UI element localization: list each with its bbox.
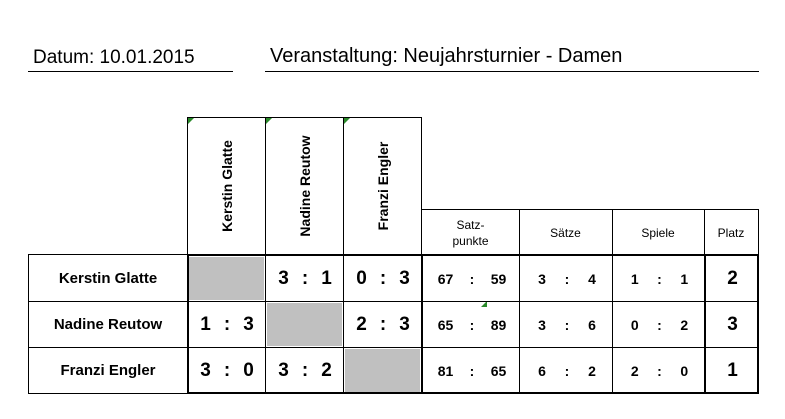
saetze-cell[interactable] xyxy=(522,348,612,394)
score-a: 2 xyxy=(356,314,367,335)
platz-cell[interactable]: 2 xyxy=(727,268,738,289)
satzpunkte-cell[interactable] xyxy=(424,348,520,394)
saetze-won: 3 xyxy=(538,271,546,287)
row-header-player-2[interactable]: Nadine Reutow xyxy=(53,316,163,333)
score-colon: : xyxy=(564,363,570,379)
stat-header-saetze[interactable] xyxy=(519,209,613,255)
platz-cell[interactable]: 1 xyxy=(727,360,738,381)
match-score[interactable] xyxy=(345,256,421,302)
score-colon: : xyxy=(301,268,309,289)
score-colon: : xyxy=(379,268,387,289)
score-colon: : xyxy=(657,363,662,379)
event-underline xyxy=(265,71,759,72)
score-b: 3 xyxy=(399,314,410,335)
spiele-cell[interactable] xyxy=(615,348,704,394)
score-b: 1 xyxy=(321,268,332,289)
spiele-won: 1 xyxy=(630,271,639,287)
score-a: 1 xyxy=(200,314,211,335)
row-header-player-3[interactable]: Franzi Engler xyxy=(60,362,156,379)
match-score[interactable] xyxy=(267,256,343,302)
satzpunkte-won: 81 xyxy=(437,363,454,379)
satzpunkte-cell[interactable] xyxy=(424,302,520,348)
comment-marker xyxy=(188,118,194,124)
satzpunkte-lost: 65 xyxy=(490,363,507,379)
stat-header-platz-label: Platz xyxy=(717,225,745,240)
spiele-won: 2 xyxy=(630,363,639,379)
score-colon: : xyxy=(301,360,309,381)
column-header-player-2[interactable] xyxy=(265,117,344,254)
grid-line-thick xyxy=(187,392,759,394)
match-score[interactable] xyxy=(345,302,421,348)
score-colon: : xyxy=(564,271,570,287)
saetze-won: 6 xyxy=(538,363,546,379)
platz-cell[interactable]: 3 xyxy=(727,314,738,335)
grid-line xyxy=(519,254,520,394)
satzpunkte-lost: 89 xyxy=(490,317,507,333)
score-colon: : xyxy=(469,317,475,333)
satzpunkte-cell[interactable] xyxy=(424,256,520,302)
stat-header-spiele-label: Spiele xyxy=(641,225,675,240)
grid-line-thick xyxy=(704,254,706,394)
grid-line xyxy=(265,254,266,394)
satzpunkte-won: 65 xyxy=(437,317,454,333)
score-b: 3 xyxy=(399,268,410,289)
score-b: 2 xyxy=(321,360,332,381)
stat-header-satzpunkte-line2: punkte xyxy=(452,233,489,248)
saetze-lost: 6 xyxy=(588,317,596,333)
spiele-lost: 1 xyxy=(680,271,689,287)
grid-line xyxy=(28,254,29,394)
saetze-cell[interactable] xyxy=(522,302,612,348)
stat-header-satzpunkte-line1: Satz- xyxy=(456,217,485,232)
empty-cell xyxy=(267,303,342,346)
match-score[interactable] xyxy=(189,302,265,348)
spiele-lost: 2 xyxy=(680,317,689,333)
score-a: 3 xyxy=(278,268,289,289)
grid-line-thick xyxy=(757,254,759,394)
grid-line xyxy=(28,347,759,348)
spiele-lost: 0 xyxy=(680,363,689,379)
date-label: Datum: 10.01.2015 xyxy=(33,47,195,68)
score-colon: : xyxy=(469,271,475,287)
grid-line-thick xyxy=(187,254,189,394)
score-colon: : xyxy=(657,317,662,333)
stat-header-satzpunkte[interactable] xyxy=(421,209,520,255)
score-a: 3 xyxy=(200,360,211,381)
event-title: Veranstaltung: Neujahrsturnier - Damen xyxy=(270,45,623,67)
date-underline xyxy=(28,71,233,72)
row-header-player-1[interactable]: Kerstin Glatte xyxy=(58,270,158,287)
column-header-label: Nadine Reutow xyxy=(296,135,313,237)
score-a: 0 xyxy=(356,268,367,289)
score-colon: : xyxy=(223,360,231,381)
score-colon: : xyxy=(469,363,475,379)
score-colon: : xyxy=(223,314,231,335)
score-b: 0 xyxy=(243,360,254,381)
column-header-label: Kerstin Glatte xyxy=(218,140,235,232)
grid-line xyxy=(343,254,344,394)
saetze-cell[interactable] xyxy=(522,256,612,302)
match-score[interactable] xyxy=(189,348,265,394)
comment-marker xyxy=(266,118,272,124)
saetze-lost: 4 xyxy=(588,271,596,287)
grid-line xyxy=(612,254,613,394)
score-b: 3 xyxy=(243,314,254,335)
satzpunkte-lost: 59 xyxy=(490,271,507,287)
grid-line-thick xyxy=(187,254,759,256)
spiele-won: 0 xyxy=(630,317,639,333)
column-header-label: Franzi Engler xyxy=(374,141,391,231)
stat-header-platz[interactable] xyxy=(704,209,759,255)
score-colon: : xyxy=(657,271,662,287)
score-colon: : xyxy=(564,317,570,333)
match-score[interactable] xyxy=(267,348,343,394)
stat-header-spiele[interactable] xyxy=(612,209,705,255)
column-header-player-1[interactable] xyxy=(187,117,266,254)
empty-cell xyxy=(345,349,420,392)
saetze-lost: 2 xyxy=(588,363,596,379)
column-header-player-3[interactable] xyxy=(343,117,422,254)
score-colon: : xyxy=(379,314,387,335)
spiele-cell[interactable] xyxy=(615,302,704,348)
score-a: 3 xyxy=(278,360,289,381)
grid-line-thick xyxy=(421,254,423,394)
grid-line xyxy=(28,301,759,302)
satzpunkte-won: 67 xyxy=(437,271,454,287)
empty-cell xyxy=(189,257,264,300)
saetze-won: 3 xyxy=(538,317,546,333)
stat-header-saetze-label: Sätze xyxy=(550,225,581,240)
comment-marker xyxy=(344,118,350,124)
spiele-cell[interactable] xyxy=(615,256,704,302)
